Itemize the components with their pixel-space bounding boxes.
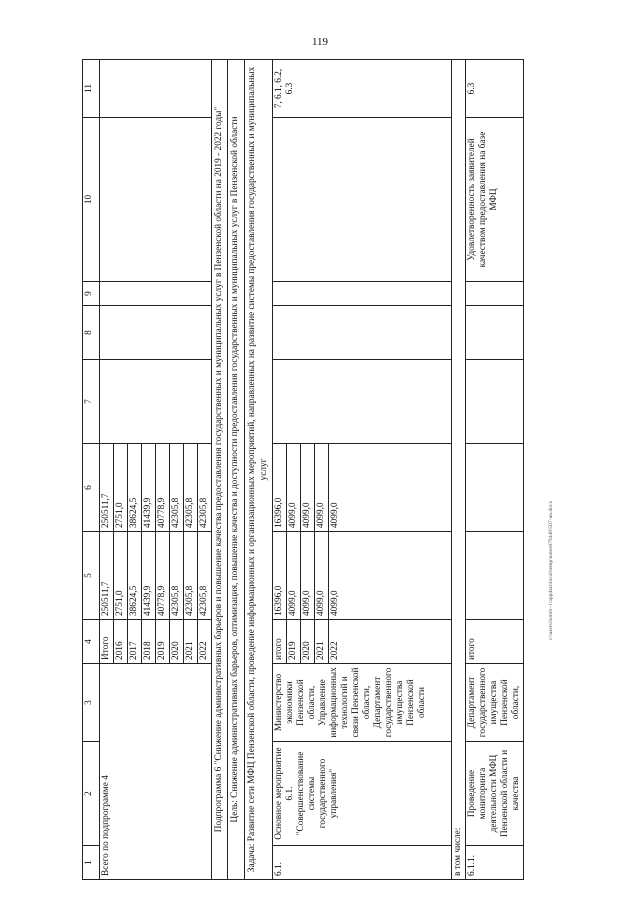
subtotal-year: 2022 [197,620,211,664]
subtotal-v6: 250511,7 [100,444,114,532]
subtotal-year: 2017 [127,620,141,664]
task-text: Задача: Развитие сети МФЦ Пензенской области, проведение информационных и организационных мероприятий, направленных на развитие системы предоставления государственных и муниципальных услуг [244,60,272,880]
activity-year: итого [273,620,287,664]
subtotal-v5: 38624,5 [127,532,141,620]
goal-row [228,60,245,880]
subtotal-v5: 2751,0 [113,532,127,620]
col-header-7: 7 [83,360,100,444]
col-header-6: 6 [83,444,100,532]
col-header-1: 1 [83,846,100,880]
subtotal-v6: 40778,9 [155,444,169,532]
subprogram-title-row [211,60,228,880]
subtotal-v6: 42305,8 [183,444,197,532]
subtotal-year: 2016 [113,620,127,664]
col-header-11: 11 [83,60,100,118]
col-header-8: 8 [83,306,100,360]
activity-v5: 4099,0 [329,532,452,620]
subtotal-year: Итого [100,620,114,664]
activity-v6: 16396,0 [273,444,287,532]
subtotal-year: 2020 [169,620,183,664]
subtotal-v5: 42305,8 [183,532,197,620]
subtotal-v5: 250511,7 [100,532,114,620]
subtotal-year: 2019 [155,620,169,664]
activity-v6: 4099,0 [287,444,301,532]
activity-v6: 4099,0 [329,444,452,532]
subtotal-v5: 42305,8 [169,532,183,620]
activity-year: 2022 [329,620,452,664]
subprogram-title: Подпрограмма 6 "Снижение административных барьеров и повышение качества предоставления государственных и муниципальных услуг в Пензенской области на 2019 - 2022 годы" [211,60,228,880]
sub-activity-name: Проведение мониторинга деятельности МФЦ Пензенской области и качества [466,742,524,846]
col-header-4: 4 [83,620,100,664]
subtotal-year: 2018 [141,620,155,664]
col-header-5: 5 [83,532,100,620]
subtotal-v6: 38624,5 [127,444,141,532]
including-row [452,60,466,880]
goal-text: Цель: Снижение административных барьеров, оптимизация, повышение качества и доступности предоставления государственных и муниципальных услуг в Пензенской области [228,60,245,880]
subtotal-v6: 42305,8 [169,444,183,532]
sub-activity-col11: 6.3 [466,60,524,118]
subtotal-v5: 42305,8 [197,532,211,620]
activity-year: 2019 [287,620,301,664]
sub-activity-executor: Департамент государственного имущества Пензенской области, [466,664,524,742]
program-table [82,59,524,880]
subtotal-v6: 2751,0 [113,444,127,532]
subtotal-year: 2021 [183,620,197,664]
activity-col11: 7, 6.1, 6.2, 6.3 [273,60,452,118]
activity-v6: 4099,0 [301,444,315,532]
activity-v5: 4099,0 [315,532,329,620]
sub-activity-year: итого [466,620,524,664]
activity-v5: 4099,0 [301,532,315,620]
including-label: в том числе: [452,60,466,880]
activity-executor: Министерство экономики Пензенской области, Управление информационных технологий и связи Пензенской области, Департамент государственного имущества Пензенской области [273,664,452,742]
column-number-row [83,60,100,880]
subtotal-label: Всего по подпрограмме 4 [100,664,212,880]
sub-activity-row [466,60,524,880]
col-header-10: 10 [83,118,100,282]
activity-v5: 16396,0 [273,532,287,620]
activity-v5: 4099,0 [287,532,301,620]
sub-activity-col10: Удовлетворенность заявителей качеством предоставления на базе МФЦ [466,118,524,282]
activity-number: 6.1. [273,846,452,880]
col-header-3: 3 [83,664,100,742]
file-path: c:\users\borob~1\appdata\local\temp\notes879440\507-un.docx [548,500,554,640]
subtotal-v6: 42305,8 [197,444,211,532]
activity-v6: 4099,0 [315,444,329,532]
task-row [244,60,272,880]
subtotal-v5: 40778,9 [155,532,169,620]
subtotal-v5: 41439,9 [141,532,155,620]
activity-name: Основное мероприятие 6.1. "Совершенствование системы государственного управления" [273,742,452,846]
col-header-9: 9 [83,282,100,306]
page-number: 119 [311,36,329,48]
activity-year: 2021 [315,620,329,664]
rotated-table-container [82,60,612,880]
sub-activity-number: 6.1.1. [466,846,524,880]
subtotal-v6: 41439,9 [141,444,155,532]
subtotal-row [100,60,114,880]
activity-row [273,60,287,880]
activity-year: 2020 [301,620,315,664]
col-header-2: 2 [83,742,100,846]
